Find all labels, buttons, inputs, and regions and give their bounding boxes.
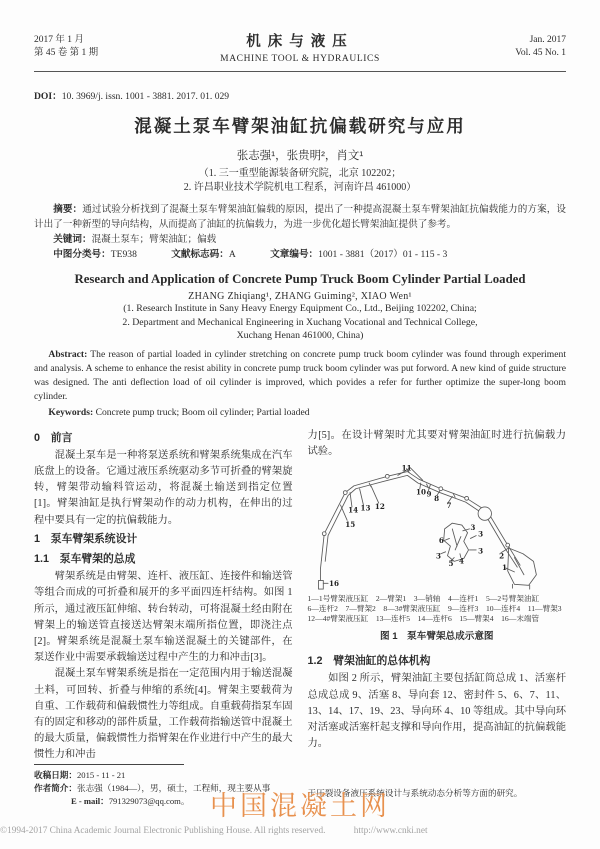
paragraph-boom-assembly: 臂架系统是由臂架、连杆、液压缸、连接件和输送管等组合而成的可折叠和展开的多平面四连杆结构。如图 1 所示，通过液压缸伸缩、转台转动，可将混凝土经由附在臂架上的输送管直接送达臂架末端所指位置，即浇注点[2]。臂架系统是混凝土泵车输送混凝土的关键部件，在泵送作业中需要承载输送过程中产生的力和冲击[3]。: [34, 571, 293, 664]
journal-title-en: MACHINE TOOL & HYDRAULICS: [220, 54, 380, 64]
svg-text:9: 9: [425, 489, 431, 499]
keywords-cn-text: 混凝土泵车；臂架油缸；偏载: [91, 234, 217, 245]
affiliations-en: [34, 302, 566, 343]
section-0-heading: 0 前言: [34, 431, 73, 444]
site-watermark: 中国混凝土网: [210, 791, 390, 821]
svg-text:13: 13: [360, 503, 371, 513]
doc-code-label: 文献标志码：: [171, 249, 229, 260]
issue-date-cn: 2017 年 1 月: [34, 34, 84, 45]
affiliation-en-2: 2. Department and Mechanical Engineering in Xuchang Vocational and Technical College,: [122, 316, 478, 328]
keywords-en: [34, 406, 566, 420]
end-hose: [318, 560, 328, 589]
issue-info-cn: [34, 34, 154, 61]
figure-1: [308, 462, 567, 651]
classification-line: [34, 247, 566, 262]
clc-label: 中图分类号：: [53, 249, 111, 260]
svg-text:15: 15: [344, 519, 355, 529]
issue-date-en: Jan. 2017: [529, 34, 566, 45]
continuation-paragraph: 力[5]。在设计臂架时尤其要对臂架油缸时进行抗偏载力试验。: [307, 429, 566, 457]
footnote-rule: [34, 764, 184, 765]
author-bio-label: 作者简介：: [34, 782, 77, 793]
paragraph-cylinder-structure: 如图 2 所示，臂架油缸主要包括缸筒总成 1、活塞杆总成总成 9、活塞 8、导向套 12、密封件 5、6、7、11、13、14、17、19、23、导向环 4、10 等组成。其中导向环对活塞或活塞杆起支撑和导向作用，提高油缸的抗偏载能力。: [307, 673, 566, 750]
journal-header: [34, 30, 566, 72]
affiliations-cn: [34, 167, 566, 194]
legend-line-1: 1—1号臂架液压缸 2—臂架1 3—销轴 4—连杆1 5—2号臂架油缸: [307, 593, 540, 603]
svg-text:11: 11: [401, 463, 412, 473]
intro-paragraph: 混凝土泵车是一种将泵送系统和臂架系统集成在汽车底盘上的设备。它通过液压系统驱动多节可折叠的臂架旋转，臂架带动输料管运动，将混凝土输送到指定位置[1]。臂架油缸是执行臂架动作的动力机构，在伸出的过程中要具有一定的抗偏载能力。: [34, 449, 293, 526]
abstract-en-text: The reason of partial loaded in cylinder stretching on concrete pump truck boom cylinder was found through experiment and analysis. A scheme to enhance the resist ability in concrete pump truck boom cylinder was put forword. A new kind of guide structure was designed. The anti deflection load of oil cylinder is improved, which povides a refer for further optimize the super-long boom cylinder.: [34, 348, 566, 402]
issue-volume-cn: 第 45 卷 第 1 期: [34, 48, 99, 58]
author-bio-text: 张志强（1984—），男，硕士，工程师，现主要从事: [76, 782, 271, 793]
received-date-value: 2015 - 11 - 21: [76, 769, 126, 780]
keywords-cn: [34, 232, 566, 247]
right-column: [308, 428, 567, 800]
affiliation-en-3: Xuchang Henan 461000, China): [236, 330, 364, 341]
section-1-heading: 1 泵车臂架系统设计: [34, 532, 138, 545]
affiliation-cn-2: 2. 许昌职业技术学院机电工程系，河南许昌 461000）: [183, 181, 417, 193]
keywords-en-text: Concrete pump truck; Boom oil cylinder; Partial loaded: [95, 406, 310, 418]
journal-title-block: [154, 30, 446, 64]
copyright-text: ©1994-2017 China Academic Journal Electronic Publishing House. All rights reserved.: [0, 826, 326, 836]
email-label: E - mail：: [71, 795, 109, 806]
cnki-url: http://www.cnki.net: [353, 826, 428, 836]
legend-line-2: 6—连杆2 7—臂架2 8—3#臂架液压缸 9—连杆3 10—连杆4 11—臂架3: [307, 603, 562, 613]
issue-info-en: [446, 34, 566, 61]
abstract-cn: [34, 202, 566, 232]
svg-text:7: 7: [446, 500, 452, 510]
svg-text:5: 5: [447, 559, 453, 569]
figure-caption: 图 1 泵车臂架总成示意图: [379, 630, 494, 642]
svg-text:8: 8: [433, 494, 439, 504]
journal-title-cn: 机床与液压: [246, 34, 354, 50]
svg-text:14: 14: [347, 505, 358, 515]
svg-text:2: 2: [498, 551, 504, 561]
section-1-2-heading: 1.2 臂架油缸的总体机构: [307, 655, 431, 668]
abstract-cn-text: 通过试验分析找到了混凝土泵车臂架油缸偏载的原因，提出了一种提高混凝土泵车臂架油缸抗偏载能力的方案，设计出了一种新型的导向结构，从而提高了油缸的抗偏载力，为进一步优化超长臂架油缸提供了参考。: [34, 204, 567, 230]
clc-value: TE938: [110, 249, 137, 260]
svg-text:12: 12: [374, 501, 385, 511]
svg-text:10: 10: [415, 487, 426, 497]
turret-base: [507, 548, 536, 589]
svg-text:3: 3: [435, 551, 441, 561]
boom-assembly-figure: [308, 462, 566, 591]
abstract-en: [34, 348, 566, 404]
article-no-value: 1001 - 3881（2017）01 - 115 - 3: [318, 249, 448, 260]
paragraph-boom-loads: 混凝土泵车臂架系统是指在一定范围内用于输送混凝土料，可回转、折叠与伸缩的系统[4]。臂架主要载荷为自重、工作载荷和偏载惯性力等组成。自重载荷指泵车固有的固定和移动的部件质量，工作载荷指输送管中混凝土的最大质量，偏载惯性力指臂架在作业进行中产生的最大惯性力和冲击: [34, 668, 293, 761]
doi-line: [34, 88, 566, 102]
issue-volume-en: Vol. 45 No. 1: [515, 48, 566, 58]
svg-text:1: 1: [501, 562, 507, 572]
svg-text:16: 16: [328, 579, 339, 589]
article-no-item: [270, 249, 463, 260]
keywords-en-label: Keywords:: [48, 406, 94, 418]
authors-en: ZHANG Zhiqiang¹, ZHANG Guiming², XIAO Wen¹: [188, 291, 412, 302]
received-date-line: [34, 769, 293, 782]
article-title-cn: 混凝土泵车臂架油缸抗偏载研究与应用: [134, 116, 466, 136]
svg-text:6: 6: [438, 536, 444, 546]
keywords-cn-label: 关键词：: [53, 234, 92, 245]
svg-text:4: 4: [458, 556, 464, 566]
author-bio-continuation: 于压裂设备液压系统设计与系统动态分析等方面的研究。: [307, 787, 523, 798]
page-footer: [0, 826, 600, 836]
abstract-cn-label: 摘要：: [53, 204, 83, 215]
affiliation-en-1: (1. Research Institute in Sany Heavy Energy Equipment Co., Ltd., Beijing 102202, China;: [123, 303, 477, 314]
svg-text:3: 3: [469, 522, 475, 532]
section-1-1-heading: 1.1 泵车臂架的总成: [34, 552, 136, 565]
received-date-label: 收稿日期：: [34, 769, 77, 780]
figure-number-labels: [329, 464, 507, 589]
doc-code-value: A: [228, 249, 236, 260]
doi-label: DOI：: [34, 91, 62, 102]
svg-text:3: 3: [477, 546, 483, 556]
link-detail-assembly: [443, 523, 468, 561]
svg-text:3: 3: [477, 529, 483, 539]
email-value: 791329073@qq.com。: [108, 795, 190, 806]
figure-legend: [308, 594, 567, 624]
article-title-en: Research and Application of Concrete Pump Truck Boom Cylinder Partial Loaded: [74, 272, 526, 286]
doc-code-item: [171, 249, 252, 260]
legend-line-3: 12—4#臂架液压缸 13—连杆5 14—连杆6 15—臂架4 16—末端管: [307, 613, 540, 623]
left-column: [34, 428, 293, 806]
abstract-en-label: Abstract:: [48, 348, 88, 360]
clc-item: [53, 249, 153, 260]
authors-cn: 张志强¹，张贵明²，肖文¹: [236, 150, 364, 162]
article-no-label: 文章编号：: [270, 249, 319, 260]
affiliation-cn-1: （1. 三一重型能源装备研究院，北京 102202；: [198, 168, 402, 179]
doi-value: 10. 3969/j. issn. 1001 - 3881. 2017. 01. 029: [61, 91, 230, 102]
